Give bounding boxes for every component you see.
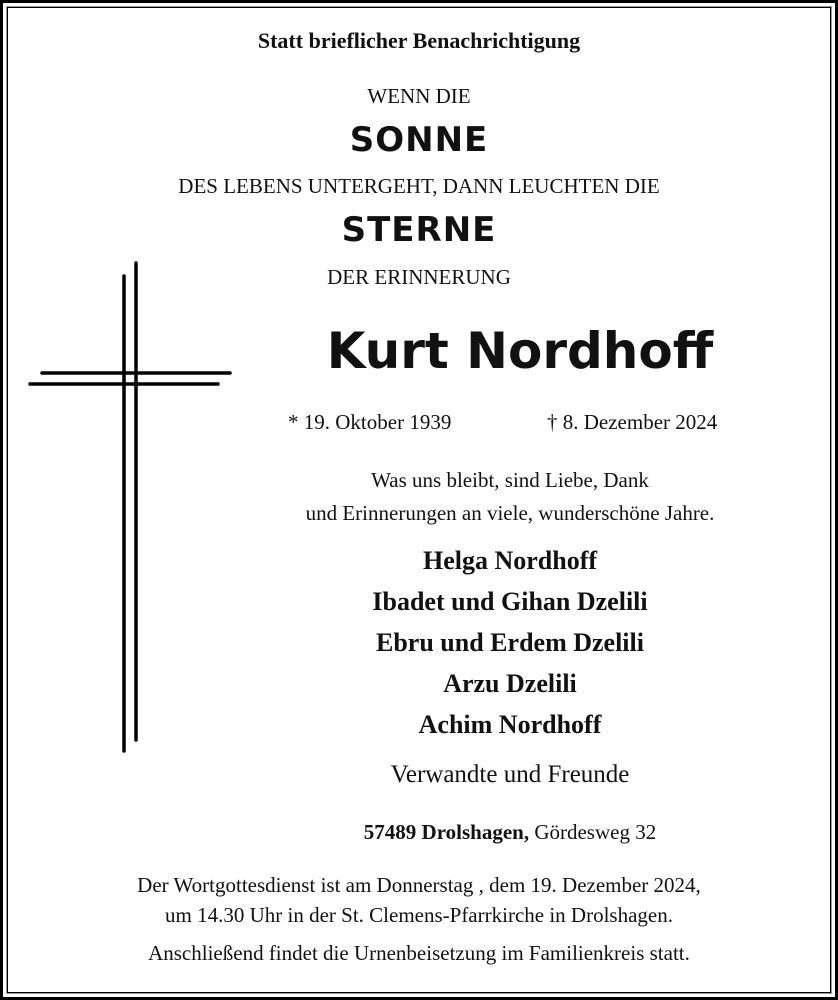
double-line-cross-icon [0, 0, 260, 760]
verse-line-1: WENN DIE [367, 84, 471, 108]
relatives-line: Verwandte und Freunde [390, 761, 630, 788]
mourner-name: Ebru und Erdem Dzelili [376, 628, 644, 657]
service-line-1: Der Wortgottesdienst ist am Donnerstag , dem 19. Dezember 2024, [137, 873, 701, 897]
death-date: † 8. Dezember 2024 [547, 410, 718, 434]
service-line-3: Anschließend findet die Urnenbeisetzung im Familienkreis statt. [148, 941, 690, 965]
birth-date: * 19. Oktober 1939 [288, 410, 452, 434]
mourner-name: Arzu Dzelili [443, 669, 577, 698]
mourner-name: Helga Nordhoff [422, 546, 598, 575]
verse-word-sonne: SONNE [349, 120, 489, 160]
service-line-2: um 14.30 Uhr in der St. Clemens-Pfarrkirche in Drolshagen. [165, 903, 673, 927]
address: 57489 Drolshagen, Gördesweg 32 [363, 820, 657, 844]
verse-word-sterne: STERNE [341, 210, 497, 250]
mourner-name: Achim Nordhoff [418, 710, 602, 739]
address-postal-city: 57489 Drolshagen [363, 820, 524, 844]
deceased-name: Kurt Nordhoff [326, 322, 714, 380]
mourner-name: Ibadet und Gihan Dzelili [372, 587, 648, 616]
quote-line-1: Was uns bleibt, sind Liebe, Dank [371, 468, 649, 492]
verse-line-2: DES LEBENS UNTERGEHT, DANN LEUCHTEN DIE [178, 174, 660, 198]
notice-header: Statt brieflicher Benachrichtigung [257, 28, 581, 53]
address-street: Gördesweg 32 [534, 820, 657, 844]
verse-line-3: DER ERINNERUNG [327, 265, 511, 289]
quote-line-2: und Erinnerungen an viele, wunderschöne Jahre. [305, 501, 715, 525]
